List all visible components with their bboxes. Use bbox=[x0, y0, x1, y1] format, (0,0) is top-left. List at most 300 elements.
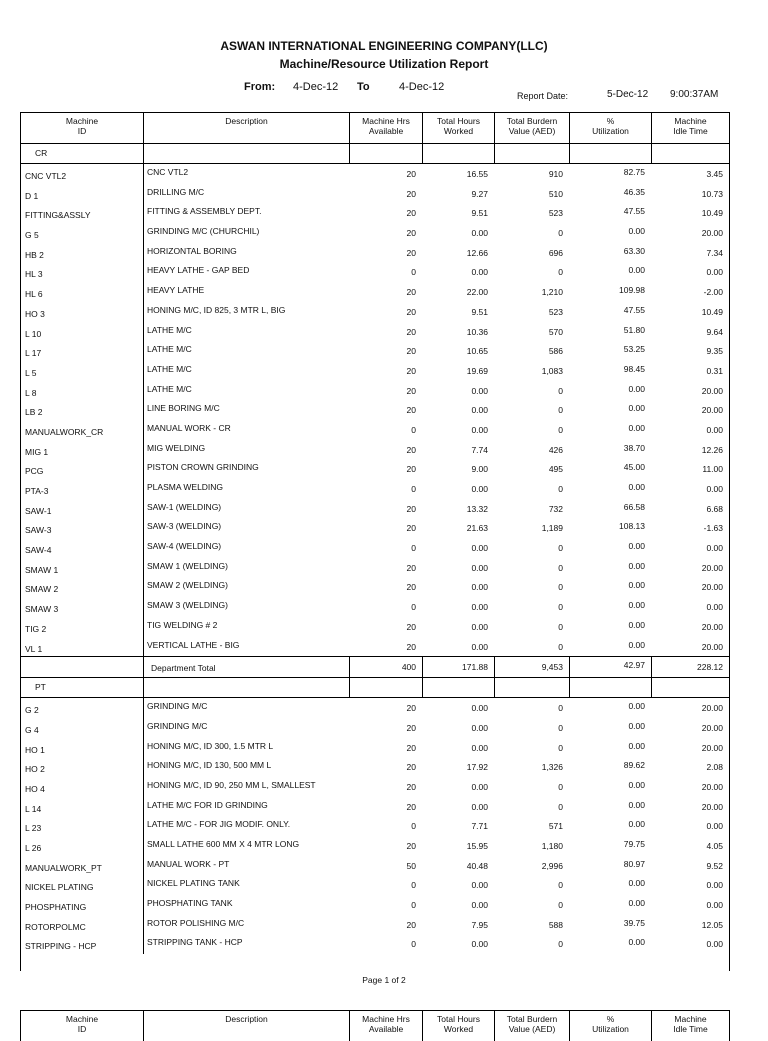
machine-description: DRILLING M/C bbox=[147, 186, 205, 197]
to-date: 4-Dec-12 bbox=[399, 81, 445, 93]
table-row bbox=[21, 816, 729, 836]
burden-value: 1,210 bbox=[541, 287, 563, 298]
utilization: 46.35 bbox=[623, 186, 645, 197]
burden-value: 0 bbox=[558, 939, 563, 950]
utilization: 0.00 bbox=[628, 878, 645, 889]
hours-worked: 0.00 bbox=[471, 484, 488, 494]
idle-time: 20.00 bbox=[701, 781, 723, 792]
hours-worked: 7.95 bbox=[471, 919, 488, 930]
idle-time: 2.08 bbox=[706, 762, 723, 773]
machine-id: HO 2 bbox=[25, 764, 45, 775]
idle-time: 20.00 bbox=[701, 385, 723, 396]
hours-worked: 15.95 bbox=[466, 841, 488, 851]
machine-description: CNC VTL2 bbox=[147, 167, 189, 177]
hrs-available: 20 bbox=[406, 306, 416, 317]
utilization: 0.00 bbox=[628, 799, 645, 810]
machine-id: HO 4 bbox=[25, 783, 45, 794]
machine-id: SAW-3 bbox=[25, 525, 52, 536]
burden-value: 586 bbox=[548, 346, 563, 357]
machine-description: HORIZONTAL BORING bbox=[147, 245, 237, 256]
total-hours-worked: 171.88 bbox=[462, 662, 488, 673]
utilization: 82.75 bbox=[623, 167, 645, 177]
idle-time: 20.00 bbox=[701, 405, 723, 416]
hrs-available: 0 bbox=[411, 880, 416, 891]
idle-time: 12.26 bbox=[701, 444, 723, 455]
machine-description: LATHE M/C bbox=[147, 344, 192, 355]
hrs-available: 20 bbox=[406, 582, 416, 593]
table-row bbox=[21, 934, 729, 954]
utilization: 0.00 bbox=[628, 600, 645, 611]
table-row bbox=[21, 738, 729, 758]
table-row bbox=[21, 243, 729, 263]
hours-worked: 9.00 bbox=[471, 464, 488, 475]
hrs-available: 0 bbox=[411, 939, 416, 950]
department-header bbox=[21, 678, 729, 698]
utilization: 0.00 bbox=[628, 701, 645, 712]
hours-worked: 0.00 bbox=[471, 405, 488, 416]
burden-value: 0 bbox=[558, 621, 563, 632]
machine-id: L 8 bbox=[25, 387, 37, 398]
machine-description: SAW-1 (WELDING) bbox=[147, 501, 222, 512]
idle-time: 10.73 bbox=[701, 188, 723, 199]
machine-id: G 2 bbox=[25, 705, 39, 716]
idle-time: 0.00 bbox=[706, 424, 723, 435]
table-row bbox=[21, 797, 729, 817]
utilization: 0.00 bbox=[628, 740, 645, 751]
machine-description: ROTOR POLISHING M/C bbox=[147, 917, 245, 928]
column-divider bbox=[422, 144, 423, 163]
machine-id: PHOSPHATING bbox=[25, 902, 87, 913]
column-divider bbox=[651, 678, 652, 697]
machine-id: G 5 bbox=[25, 230, 39, 241]
machine-id: SMAW 3 bbox=[25, 604, 59, 615]
next-page-header bbox=[20, 1010, 730, 1041]
machine-description: SAW-4 (WELDING) bbox=[147, 541, 222, 552]
utilization: 0.00 bbox=[628, 265, 645, 276]
total-idle-time: 228.12 bbox=[697, 662, 723, 673]
machine-id: G 4 bbox=[25, 724, 39, 735]
hours-worked: 0.00 bbox=[471, 722, 488, 733]
utilization: 109.98 bbox=[619, 285, 645, 296]
machine-description: HONING M/C, ID 300, 1.5 MTR L bbox=[147, 740, 274, 751]
table-row bbox=[21, 440, 729, 460]
column-divider bbox=[494, 144, 495, 163]
utilization: 47.55 bbox=[623, 206, 645, 217]
idle-time: 3.45 bbox=[706, 169, 723, 179]
table-row bbox=[21, 718, 729, 738]
machine-id: VL 1 bbox=[25, 643, 43, 654]
department-header bbox=[21, 144, 729, 164]
burden-value: 0 bbox=[558, 405, 563, 416]
burden-value: 0 bbox=[558, 602, 563, 613]
idle-time: 9.52 bbox=[706, 860, 723, 871]
hrs-available: 20 bbox=[406, 444, 416, 455]
column-divider bbox=[349, 144, 350, 163]
to-label: To bbox=[357, 81, 370, 93]
burden-value: 0 bbox=[558, 900, 563, 911]
burden-value: 0 bbox=[558, 742, 563, 753]
report-date: 5-Dec-12 bbox=[607, 89, 649, 100]
hrs-available: 20 bbox=[406, 781, 416, 792]
idle-time: 20.00 bbox=[701, 722, 723, 733]
col-utilization: % Utilization bbox=[569, 113, 651, 143]
machine-description: SMALL LATHE 600 MM X 4 MTR LONG bbox=[147, 839, 300, 849]
idle-time: 20.00 bbox=[701, 562, 723, 573]
idle-time: 20.00 bbox=[701, 801, 723, 812]
machine-description: LATHE M/C FOR ID GRINDING bbox=[147, 799, 268, 810]
column-divider bbox=[422, 678, 423, 697]
burden-value: 0 bbox=[558, 385, 563, 396]
machine-id: MANUALWORK_PT bbox=[25, 862, 102, 873]
machine-description: LATHE M/C bbox=[147, 363, 192, 374]
hours-worked: 0.00 bbox=[471, 781, 488, 792]
idle-time: 4.05 bbox=[706, 841, 723, 851]
hrs-available: 20 bbox=[406, 169, 416, 179]
idle-time: -1.63 bbox=[703, 523, 723, 534]
from-date: 4-Dec-12 bbox=[293, 81, 339, 93]
hrs-available: 0 bbox=[411, 267, 416, 278]
total-utilization: 42.97 bbox=[623, 660, 645, 671]
hrs-available: 20 bbox=[406, 762, 416, 773]
utilization: 0.00 bbox=[628, 226, 645, 237]
idle-time: 0.00 bbox=[706, 267, 723, 278]
p2-col-idle-time: Machine Idle Time bbox=[651, 1011, 729, 1041]
table-row bbox=[21, 459, 729, 479]
utilization: 80.97 bbox=[623, 858, 645, 869]
burden-value: 0 bbox=[558, 228, 563, 239]
table-row bbox=[21, 420, 729, 440]
burden-value: 0 bbox=[558, 484, 563, 494]
burden-value: 0 bbox=[558, 267, 563, 278]
idle-time: 6.68 bbox=[706, 503, 723, 514]
burden-value: 732 bbox=[548, 503, 563, 514]
machine-description: LINE BORING M/C bbox=[147, 403, 220, 414]
table-row bbox=[21, 302, 729, 322]
p2-col-hours-worked: Total Hours Worked bbox=[422, 1011, 494, 1041]
table-row bbox=[21, 617, 729, 637]
hours-worked: 0.00 bbox=[471, 939, 488, 950]
burden-value: 910 bbox=[548, 169, 563, 179]
idle-time: 0.00 bbox=[706, 602, 723, 613]
machine-description: HEAVY LATHE - GAP BED bbox=[147, 265, 250, 276]
hrs-available: 20 bbox=[406, 621, 416, 632]
machine-id: HO 3 bbox=[25, 308, 45, 319]
machine-description: VERTICAL LATHE - BIG bbox=[147, 639, 240, 650]
idle-time: 7.34 bbox=[706, 247, 723, 258]
utilization: 0.00 bbox=[628, 403, 645, 414]
machine-id: L 14 bbox=[25, 803, 42, 814]
machine-description: HONING M/C, ID 130, 500 MM L bbox=[147, 760, 272, 771]
machine-description: SMAW 2 (WELDING) bbox=[147, 580, 228, 591]
utilization: 89.62 bbox=[623, 760, 645, 771]
hrs-available: 50 bbox=[406, 860, 416, 871]
hours-worked: 0.00 bbox=[471, 801, 488, 812]
hrs-available: 20 bbox=[406, 188, 416, 199]
idle-time: 10.49 bbox=[701, 306, 723, 317]
machine-id: HO 1 bbox=[25, 744, 45, 755]
table-row bbox=[21, 479, 729, 499]
machine-id: LB 2 bbox=[25, 407, 43, 418]
hours-worked: 9.51 bbox=[471, 208, 488, 219]
utilization: 0.00 bbox=[628, 383, 645, 394]
machine-description: GRINDING M/C bbox=[147, 701, 208, 712]
utilization: 45.00 bbox=[623, 462, 645, 473]
p2-col-burden-value: Total Burdern Value (AED) bbox=[494, 1011, 569, 1041]
p2-col-utilization: % Utilization bbox=[569, 1011, 651, 1041]
hrs-available: 20 bbox=[406, 841, 416, 851]
machine-description: STRIPPING TANK - HCP bbox=[147, 937, 243, 948]
burden-value: 0 bbox=[558, 641, 563, 652]
col-burden-value: Total Burdern Value (AED) bbox=[494, 113, 569, 143]
department-total-row bbox=[21, 656, 729, 678]
hrs-available: 0 bbox=[411, 424, 416, 435]
utilization: 0.00 bbox=[628, 779, 645, 790]
burden-value: 523 bbox=[548, 208, 563, 219]
machine-id: D 1 bbox=[25, 190, 39, 201]
utilization: 0.00 bbox=[628, 937, 645, 948]
utilization: 0.00 bbox=[628, 580, 645, 591]
idle-time: 0.00 bbox=[706, 900, 723, 911]
table-row bbox=[21, 856, 729, 876]
utilization: 0.00 bbox=[628, 619, 645, 630]
table-row bbox=[21, 518, 729, 538]
total-burden-value: 9,453 bbox=[541, 662, 563, 673]
hours-worked: 12.66 bbox=[466, 247, 488, 258]
utilization: 38.70 bbox=[623, 442, 645, 453]
burden-value: 0 bbox=[558, 582, 563, 593]
hrs-available: 0 bbox=[411, 900, 416, 911]
machine-description: SMAW 1 (WELDING) bbox=[147, 560, 228, 571]
column-divider bbox=[569, 144, 570, 163]
utilization: 47.55 bbox=[623, 304, 645, 315]
machine-description: NICKEL PLATING TANK bbox=[147, 878, 240, 889]
hrs-available: 20 bbox=[406, 562, 416, 573]
total-hrs-available: 400 bbox=[401, 662, 416, 673]
machine-id: PCG bbox=[25, 466, 44, 477]
hrs-available: 20 bbox=[406, 385, 416, 396]
p2-col-description: Description bbox=[143, 1011, 349, 1041]
col-hrs-available: Machine Hrs Available bbox=[349, 113, 422, 143]
report-time: 9:00:37AM bbox=[670, 89, 719, 100]
machine-description: HONING M/C, ID 90, 250 MM L, SMALLEST bbox=[147, 779, 316, 790]
idle-time: 20.00 bbox=[701, 641, 723, 652]
machine-id: SAW-4 bbox=[25, 545, 52, 556]
burden-value: 1,180 bbox=[541, 841, 563, 851]
department-name: CR bbox=[35, 148, 48, 158]
table-row bbox=[21, 836, 729, 856]
hrs-available: 0 bbox=[411, 821, 416, 832]
hours-worked: 0.00 bbox=[471, 703, 488, 714]
machine-id: SMAW 1 bbox=[25, 564, 59, 575]
machine-id: PTA-3 bbox=[25, 486, 49, 496]
utilization: 0.00 bbox=[628, 639, 645, 650]
column-divider bbox=[569, 678, 570, 697]
burden-value: 523 bbox=[548, 306, 563, 317]
idle-time: 20.00 bbox=[701, 703, 723, 714]
table-row bbox=[21, 895, 729, 915]
department-name: PT bbox=[35, 682, 46, 693]
column-divider bbox=[143, 144, 144, 163]
machine-id: SMAW 2 bbox=[25, 584, 59, 595]
idle-time: 0.00 bbox=[706, 484, 723, 494]
burden-value: 0 bbox=[558, 562, 563, 573]
report-title: Machine/Resource Utilization Report bbox=[279, 57, 489, 71]
burden-value: 0 bbox=[558, 781, 563, 792]
idle-time: 20.00 bbox=[701, 228, 723, 239]
col-description: Description bbox=[143, 113, 349, 143]
machine-id: L 5 bbox=[25, 367, 37, 378]
machine-description: SAW-3 (WELDING) bbox=[147, 521, 222, 532]
burden-value: 1,326 bbox=[541, 762, 563, 773]
page-footer: Page 1 of 2 bbox=[362, 975, 406, 985]
hours-worked: 0.00 bbox=[471, 543, 488, 554]
hours-worked: 0.00 bbox=[471, 621, 488, 632]
table-row bbox=[21, 184, 729, 204]
machine-id: TIG 2 bbox=[25, 623, 47, 634]
burden-value: 510 bbox=[548, 188, 563, 199]
utilization: 0.00 bbox=[628, 720, 645, 731]
department-total-label: Department Total bbox=[151, 663, 216, 674]
machine-id: SAW-1 bbox=[25, 505, 52, 516]
hrs-available: 20 bbox=[406, 703, 416, 714]
utilization-table bbox=[20, 112, 730, 971]
hours-worked: 0.00 bbox=[471, 228, 488, 239]
hrs-available: 20 bbox=[406, 208, 416, 219]
burden-value: 0 bbox=[558, 543, 563, 554]
table-row bbox=[21, 282, 729, 302]
hrs-available: 20 bbox=[406, 247, 416, 258]
hours-worked: 0.00 bbox=[471, 582, 488, 593]
hours-worked: 40.48 bbox=[466, 860, 488, 871]
burden-value: 495 bbox=[548, 464, 563, 475]
hrs-available: 20 bbox=[406, 365, 416, 376]
utilization: 51.80 bbox=[623, 324, 645, 335]
table-row bbox=[21, 698, 729, 718]
utilization: 53.25 bbox=[623, 344, 645, 355]
hours-worked: 0.00 bbox=[471, 880, 488, 891]
utilization: 98.45 bbox=[623, 363, 645, 374]
company-name: ASWAN INTERNATIONAL ENGINEERING COMPANY(LLC) bbox=[220, 39, 548, 53]
col-idle-time: Machine Idle Time bbox=[651, 113, 729, 143]
table-row bbox=[21, 381, 729, 401]
machine-id: NICKEL PLATING bbox=[25, 882, 94, 893]
table-row bbox=[21, 538, 729, 558]
burden-value: 696 bbox=[548, 247, 563, 258]
machine-description: PHOSPHATING TANK bbox=[147, 898, 233, 909]
idle-time: 0.31 bbox=[706, 365, 723, 376]
hrs-available: 20 bbox=[406, 287, 416, 298]
hrs-available: 20 bbox=[406, 641, 416, 652]
machine-description: HEAVY LATHE bbox=[147, 285, 205, 296]
machine-id: HL 3 bbox=[25, 269, 43, 280]
machine-id: L 26 bbox=[25, 843, 42, 853]
utilization: 63.30 bbox=[623, 245, 645, 256]
idle-time: 20.00 bbox=[701, 621, 723, 632]
table-row bbox=[21, 223, 729, 243]
col-machine-id: Machine ID bbox=[65, 116, 99, 136]
idle-time: -2.00 bbox=[703, 287, 723, 298]
column-divider bbox=[349, 678, 350, 697]
hours-worked: 0.00 bbox=[471, 742, 488, 753]
idle-time: 0.00 bbox=[706, 880, 723, 891]
machine-description: TIG WELDING # 2 bbox=[147, 619, 218, 630]
utilization: 0.00 bbox=[628, 898, 645, 909]
column-divider bbox=[494, 678, 495, 697]
machine-description: SMAW 3 (WELDING) bbox=[147, 600, 228, 611]
burden-value: 0 bbox=[558, 424, 563, 435]
idle-time: 12.05 bbox=[701, 919, 723, 930]
hrs-available: 20 bbox=[406, 405, 416, 416]
hrs-available: 20 bbox=[406, 228, 416, 239]
machine-description: MIG WELDING bbox=[147, 442, 206, 453]
table-body bbox=[21, 144, 729, 954]
machine-id: L 23 bbox=[25, 823, 42, 834]
hrs-available: 20 bbox=[406, 722, 416, 733]
burden-value: 426 bbox=[548, 444, 563, 455]
table-row bbox=[21, 203, 729, 223]
table-row bbox=[21, 558, 729, 578]
report-date-label: Report Date: bbox=[517, 91, 569, 101]
burden-value: 0 bbox=[558, 880, 563, 891]
burden-value: 1,083 bbox=[541, 365, 563, 376]
hrs-available: 20 bbox=[406, 919, 416, 930]
machine-id: L 17 bbox=[25, 348, 42, 359]
machine-id: MIG 1 bbox=[25, 446, 49, 457]
utilization: 66.58 bbox=[623, 501, 645, 512]
machine-description: MANUAL WORK - CR bbox=[147, 422, 231, 433]
utilization: 0.00 bbox=[628, 819, 645, 830]
hours-worked: 0.00 bbox=[471, 267, 488, 278]
table-row bbox=[21, 400, 729, 420]
burden-value: 0 bbox=[558, 801, 563, 812]
burden-value: 2,996 bbox=[541, 860, 563, 871]
table-row bbox=[21, 262, 729, 282]
table-row bbox=[21, 164, 729, 184]
table-row bbox=[21, 875, 729, 895]
hours-worked: 10.36 bbox=[466, 326, 488, 337]
machine-description: PISTON CROWN GRINDING bbox=[147, 462, 259, 473]
hours-worked: 10.65 bbox=[466, 346, 488, 357]
hours-worked: 7.71 bbox=[471, 821, 488, 832]
hours-worked: 0.00 bbox=[471, 641, 488, 652]
machine-id: FITTING&ASSLY bbox=[25, 210, 91, 221]
table-row bbox=[21, 597, 729, 617]
hrs-available: 20 bbox=[406, 464, 416, 475]
table-row bbox=[21, 915, 729, 935]
utilization: 79.75 bbox=[623, 839, 645, 849]
idle-time: 20.00 bbox=[701, 582, 723, 593]
hours-worked: 9.27 bbox=[471, 188, 488, 199]
p2-col-machine-id: Machine ID bbox=[65, 1014, 99, 1034]
hours-worked: 21.63 bbox=[466, 523, 488, 534]
machine-id: HL 6 bbox=[25, 289, 43, 300]
machine-description: PLASMA WELDING bbox=[147, 482, 224, 492]
table-row bbox=[21, 757, 729, 777]
hours-worked: 17.92 bbox=[466, 762, 488, 773]
burden-value: 0 bbox=[558, 703, 563, 714]
hours-worked: 16.55 bbox=[466, 169, 488, 179]
hrs-available: 20 bbox=[406, 503, 416, 514]
hrs-available: 20 bbox=[406, 801, 416, 812]
machine-description: HONING M/C, ID 825, 3 MTR L, BIG bbox=[147, 304, 286, 315]
idle-time: 10.49 bbox=[701, 208, 723, 219]
column-divider bbox=[651, 144, 652, 163]
table-row bbox=[21, 322, 729, 342]
machine-id: STRIPPING - HCP bbox=[25, 941, 97, 952]
table-row bbox=[21, 637, 729, 657]
utilization: 0.00 bbox=[628, 422, 645, 433]
column-divider bbox=[143, 678, 144, 697]
